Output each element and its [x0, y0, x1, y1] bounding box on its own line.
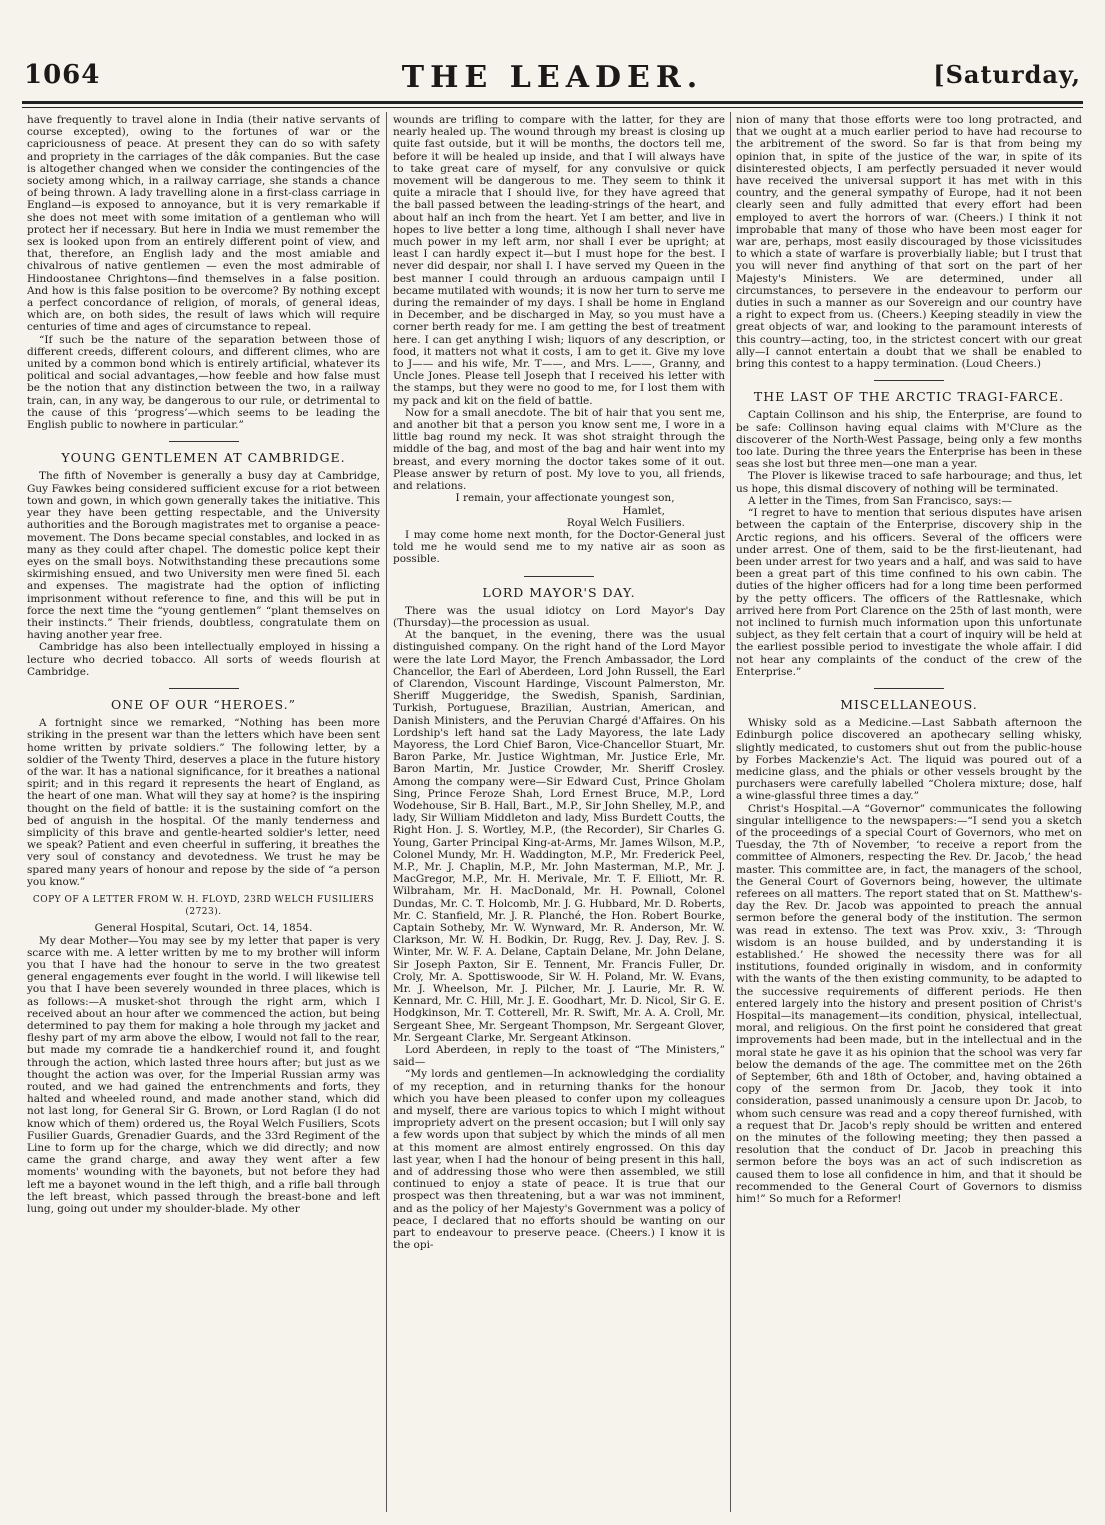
dateline: General Hospital, Scutari, Oct. 14, 1854.: [94, 922, 313, 935]
paragraph: wounds are trifling to compare with the latter, for they are nearly healed up. The wound through my breast is closing up quite fast outside, but it will be months, the doctors tell me, before it will be healed up inside, and that I will always have to take great care of myself, for any convulsive or quick movement will be dangerous to me. They seem to think it quite a miracle that I should live, for they have agreed that the ball passed between the leading-strings of the heart, and about half an inch from the heart. Yet I am better, and live in hopes to live better a long time, although I shall never have much power in my left arm, nor shall I ever be upright; at least I can hardly expect it—but I must hope for the best. I never did despair, nor shall I. I have served my Queen in the best manner I could through an arduous campaign until I became mutilated with wounds; it is now her turn to serve me during the remainder of my days. I shall be home in England in December, and be discharged in May, so you must have a corner berth ready for me. I am getting the best of treatment here. I can get anything I wish; liquors of any description, or food, it matters not what it costs, I am to get it. Give my love to J—— and his wife, Mr. T——, and Mrs. L——, Granny, and Uncle Jones. Please tell Joseph that I received his letter with the stamps, but they were no good to me, for I lost them with my pack and kit on the field of battle.: [393, 114, 725, 407]
section-divider: [524, 576, 594, 577]
paragraph: Cambridge has also been intellectually employed in hissing a lecture who decried tobacco. All sorts of weeds flourish at Cambridge.: [27, 641, 380, 678]
column-divider: [386, 112, 387, 1512]
paragraph: The Plover is likewise traced to safe harbourage; and thus, let us hope, this dismal discovery of nothing will be terminated.: [736, 470, 1082, 495]
paragraph: The fifth of November is generally a busy day at Cambridge, Guy Fawkes being considered sufficient excuse for a riot between town and gown, in which gown generally takes the initiative. This year they have been getting respectable, and the University authorities and the Borough magistrates met to organise a peace-movement. The Dons became special constables, and locked in as many as they could after chapel. The domestic police kept their eyes on the small boys. Notwithstanding these precautions some skirmishing ensued, and two University men were fined 5l. each and expenses. The magistrate had the option of inflicting imprisonment without reference to fine, and this will be put in force the next time the “young gentlemen” “plant themselves on their instincts.” Their friends, doubtless, congratulate them on having another year free.: [27, 470, 380, 642]
header-rule-thin: [22, 107, 1083, 108]
newspaper-title: THE LEADER.: [401, 60, 704, 95]
regiment: Royal Welch Fusiliers.: [566, 516, 685, 529]
paragraph: Whisky sold as a Medicine.—Last Sabbath afternoon the Edinburgh police discovered an apothecary selling whisky, slightly medicated, to customers shut out from the public-house by Forbes Mackenzie's Act. The liquid was poured out of a medicine glass, and the phials or other vessels brought by the purchasers were carefully labelled “Cholera mixture; dose, half a wine-glassful three times a day.”: [736, 717, 1082, 803]
header-rule-thick: [22, 101, 1083, 104]
section-divider: [169, 688, 239, 689]
column-1: [27, 114, 380, 1516]
paragraph: My dear Mother—You may see by my letter that paper is very scarce with me. A letter written by me to my brother will inform you that I have had the honour to serve in the two greatest general engagements ever fought in the world. I will likewise tell you that I have been severely wounded in three places, which is as follows:—A musket-shot through the right arm, which I received about an hour after we commenced the action, but being determined to pay them for making a hole through my jacket and fleshy part of my arm above the elbow, I would not fall to the rear, but made my comrade tie a handkerchief round it, and fought through the action, which lasted three hours after; but just as we thought the action was over, for the Imperial Russian army was routed, and we had gained the entrenchments and forts, they halted and wheeled round, and made another stand, which did not last long, for General Sir G. Brown, or Lord Raglan (I do not know which of them) ordered us, the Royal Welch Fusiliers, Scots Fusilier Guards, Grenadier Guards, and the 33rd Regiment of the Line to form up for the charge, which we did directly; and now came the grand charge, and away they went after a few moments' wounding with the bayonets, but not before they had left me a bayonet wound in the left thigh, and a rifle ball through the left breast, which passed through the breast-bone and left lung, going out under my shoulder-blade. My other: [27, 934, 380, 1216]
signature: Hamlet,: [622, 504, 665, 517]
article-heading: ONE OF OUR “HEROES.”: [110, 696, 297, 712]
article-heading: LORD MAYOR'S DAY.: [482, 584, 636, 600]
paragraph: A fortnight since we remarked, “Nothing has been more striking in the present war than the letters which have been sent home written by private soldiers.” The following letter, by a soldier of the Twenty Third, deserves a place in the future history of the war. It has a national significance, for it breathes a national spirit; and in this regard it represents the heart of England, as the heart of one man. What will they say at home? is the inspiring thought on the field of battle: it is the sustaining comfort on the bed of anguish in the hospital. Of the manly tenderness and simplicity of this brave and gentle-hearted soldier's letter, need we speak? Patient and even cheerful in suffering, it breathes the very soul of constancy and devotedness. We trust he may be spared many years of honour and repose by the side of “a person you know.”: [27, 717, 380, 888]
section-divider: [874, 380, 944, 381]
issue-day: [Saturday,: [933, 60, 1081, 89]
article-heading: THE LAST OF THE ARCTIC TRAGI-FARCE.: [753, 389, 1065, 405]
paragraph: At the banquet, in the evening, there was the usual distinguished company. On the right hand of the Lord Mayor were the late Lord Mayor, the French Ambassador, the Lord Chancellor, the Earl of Aberdeen, Lord John Russell, the Earl of Clarendon, Viscount Hardinge, Viscount Palmerston, Mr. Sheriff Muggeridge, the Swedish, Spanish, Sardinian, Turkish, Portuguese, Brazilian, Austrian, American, and Danish Ministers, and the Peruvian Chargé d'Affaires. On his Lordship's left hand sat the Lady Mayoress, the late Lady Mayoress, the Lord Chief Baron, Vice-Chancellor Stuart, Mr. Baron Parke, Mr. Justice Wightman, Mr. Justice Erle, Mr. Baron Martin, Mr. Justice Crowder, Mr. Sheriff Crosley. Among the company were—Sir Edward Cust, Prince Gholam Sing, Prince Feroze Shah, Lord Ernest Bruce, M.P., Lord Wodehouse, Sir B. Hall, Bart., M.P., Sir John Shelley, M.P., and lady, Sir William Middleton and lady, Miss Burdett Coutts, the Right Hon. J. S. Wortley, M.P., (the Recorder), Sir Charles G. Young, Garter Principal King-at-Arms, Mr. James Wilson, M.P., Colonel Mundy, Mr. H. Waddington, M.P., Mr. Frederick Peel, M.P., Mr. J. Chaplin, M.P., Mr. John Masterman, M.P., Mr. J. MacGregor, M.P., Mr. H. Merivale, Mr. T. F. Elliott, Mr. R. Wilbraham, Mr. H. MacDonald, Mr. H. Pownall, Colonel Dundas, Mr. C. T. Holcomb, Mr. J. G. Hubbard, Mr. D. Roberts, Mr. C. Stanfield, Mr. J. R. Planché, the Hon. Robert Bourke, Captain Sotheby, Mr. W. Wynward, Mr. R. Anderson, Mr. W. Clarkson, Mr. W. H. Bodkin, Dr. Rugg, Rev. J. Day, Rev. J. S. Winter, Mr. W. F. A. Delane, Captain Delane, Mr. John Delane, Sir Joseph Paxton, Sir E. Tennent, Mr. Francis Fuller, Dr. Croly, Mr. A. Spottiswoode, Sir W. H. Poland, Mr. W. Evans, Mr. J. Wheelson, Mr. J. Pilcher, Mr. J. Laurie, Mr. R. W. Kennard, Mr. C. Hill, Mr. J. E. Goodhart, Mr. D. Nicol, Sir G. E. Hodgkinson, Mr. T. Cotterell, Mr. R. Swift, Mr. A. A. Croll, Mr. Sergeant Shee, Mr. Sergeant Thompson, Mr. Sergeant Glover, Mr. Sergeant Clarke, Mr. Sergeant Atkinson.: [393, 629, 725, 1044]
masthead: [24, 60, 1081, 104]
article-heading: MISCELLANEOUS.: [840, 696, 978, 712]
paragraph: “My lords and gentlemen—In acknowledging the cordiality of my reception, and in returning thanks for the honour which you have been pleased to confer upon my colleagues and myself, there are various topics to which I might without impropriety advert on the present occasion; but I will only say a few words upon that subject by which the minds of all men at this moment are almost entirely engrossed. On this day last year, when I had the honour of being present in this hall, and of addressing those who were then assembled, we still continued to enjoy a state of peace. It is true that our prospect was then threatening, but a war was not imminent, and as the policy of her Majesty's Government was a policy of peace, I declared that no efforts should be wanting on our part to endeavour to preserve peace. (Cheers.) I know it is the opi-: [393, 1068, 725, 1252]
column-3: [736, 114, 1082, 1516]
paragraph: Christ's Hospital.—A “Governor” communicates the following singular intelligence to the newspapers:—“I send you a sketch of the proceedings of a special Court of Governors, who met on Tuesday, the 7th of November, ‘to receive a report from the committee of Almoners, respecting the Rev. Dr. Jacob,’ the head master. This committee are, in fact, the managers of the school, the General Court of Governors being, however, the ultimate referees on all matters. The report stated that on St. Matthew's-day the Rev. Dr. Jacob was appointed to preach the annual sermon before the general body of the institution. The sermon was read in extenso. The text was Prov. xxiv., 3: ‘Through wisdom is an house builded, and by understanding it is established.’ He showed the necessity there was for all institutions, founded originally in wisdom, and in conformity with the wants of the then existing community, to be adapted to the successive requirements of different periods. He then entered largely into the history and present position of Christ's Hospital—its management—its condition, physical, intellectual, moral, and religious. On the first point he considered that great improvements had been made, but in the intellectual and in the moral state he gave it as his opinion that the school was very far below the demands of the age. The committee met on the 26th of September, 6th and 18th of October, and, having obtained a copy of the sermon from Dr. Jacob, they took it into consideration, passed unanimously a censure upon Dr. Jacob, to whom such censure was read and a copy thereof furnished, with a request that Dr. Jacob's reply should be written and entered on the minutes of the following meeting; they then passed a resolution that the conduct of Dr. Jacob in preaching this sermon before the boys was an act of such indiscretion as caused them to lose all confidence in him, and that it should be recommended to the General Court of Governors to dismiss him!” So much for a Reformer!: [736, 802, 1082, 1206]
paragraph: I may come home next month, for the Doctor-General just told me he would send me to my native air as soon as possible.: [393, 528, 725, 566]
column-2: [393, 114, 725, 1516]
paragraph: Now for a small anecdote. The bit of hair that you sent me, and another bit that a person you know sent me, I wore in a little bag round my neck. It was shot straight through the middle of the bag, and most of the bag and hair went into my breast, and every morning the doctor takes some of it out. Please answer by return of post. My love to you, all friends, and relations.: [393, 406, 725, 493]
paragraph: “I regret to have to mention that serious disputes have arisen between the captain of the Enterprise, discovery ship in the Arctic regions, and his officers. Several of the officers were under arrest. One of them, said to be the first-lieutenant, had been under arrest for two years and a half, and was said to have been a great part of this time confined to his own cabin. The duties of the higher officers had for a long time been performed by the petty officers. The officers of the Rattlesnake, which arrived here from Port Clarence on the 25th of last month, were not inclined to furnish much information upon this unfortunate subject, as they felt certain that a court of inquiry will be held at the earliest possible period to investigate the whole affair. I did not hear any complaints of the conduct of the crew of the Enterprise.”: [736, 507, 1082, 678]
section-divider: [169, 441, 239, 442]
column-divider: [730, 112, 731, 1512]
page-number: 1064: [24, 60, 101, 90]
paragraph: Lord Aberdeen, in reply to the toast of “The Ministers,” said—: [393, 1044, 725, 1069]
paragraph: “If such be the nature of the separation between those of different creeds, different colours, and different climes, who are united by a common bond which is entirely artificial, whatever its political and social advantages,—how feeble and how false must be the notion that any distinction between the two, in a railway train, can, in any way, be dangerous to our rule, or detrimental to the cause of this ‘progress’—which seems to be leading the English public to nowhere in particular.”: [27, 333, 380, 432]
article-heading: YOUNG GENTLEMEN AT CAMBRIDGE.: [61, 450, 346, 466]
section-divider: [874, 688, 944, 689]
paragraph: Captain Collinson and his ship, the Enterprise, are found to be safe: Collinson having equal claims with M'Clure as the discoverer of the North-West Passage, being only a few months too late. During the three years the Enterprise has been in these seas she lost but three men—one man a year.: [736, 409, 1082, 471]
paragraph: There was the usual idiotcy on Lord Mayor's Day (Thursday)—the procession as usual.: [393, 604, 725, 629]
paragraph: nion of many that those efforts were too long protracted, and that we ought at a much earlier period to have had recourse to the arbitrement of the sword. So far is that from being my opinion that, in spite of the justice of the war, in spite of its disinterested objects, I am perfectly persuaded it never would have received the universal support it has met with in this country, and the general sympathy of Europe, had it not been clearly seen and fully admitted that every effort had been employed to avert the horrors of war. (Cheers.) I think it not improbable that many of those who have been most eager for war are, perhaps, most easily discouraged by those vicissitudes to which a state of warfare is proverbially liable; but I trust that you will never find anything of that sort on the part of her Majesty's Ministers. We are determined, under all circumstances, to persevere in the endeavour to perform our duties in such a manner as our Sovereign and our country have a right to expect from us. (Cheers.) Keeping steadily in view the great objects of war, and looking to the paramount interests of this country—acting, too, in the strictest concert with our great ally—I cannot entertain a doubt that we shall be enabled to bring this contest to a happy termination. (Loud Cheers.): [736, 114, 1082, 371]
letter-heading: COPY OF A LETTER FROM W. H. FLOYD, 23RD WELCH FUSILIERS (2723).: [32, 894, 375, 918]
signoff: I remain, your affectionate youngest son,: [455, 492, 675, 505]
paragraph: A letter in the Times, from San Francisco, says:—: [748, 494, 1013, 507]
paragraph: have frequently to travel alone in India (their native servants of course excepted), owing to the fortunes of war or the capriciousness of peace. At present they can do so with safety and propriety in the carriages of the dâk companies. But the case is altogether changed when we consider the contingencies of the society among which, in a railway carriage, she stands a chance of being thrown. A lady travelling alone in a first-class carriage in England—is exposed to annoyance, but it is very remarkable if she does not meet with some imitation of a gentleman who will protect her if necessary. But here in India we must remember the sex is looked upon from an entirely different point of view, and that, therefore, an English lady and the most amiable and chivalrous of native gentlemen — even the most admirable of Hindoostanee Chrightons—find themselves in a false position. And how is this false position to be overcome? By nothing except a perfect concordance of religion, of morals, of general ideas, which are, on both sides, the result of laws which will require centuries of time and ages of circumstance to repeal.: [27, 114, 380, 334]
